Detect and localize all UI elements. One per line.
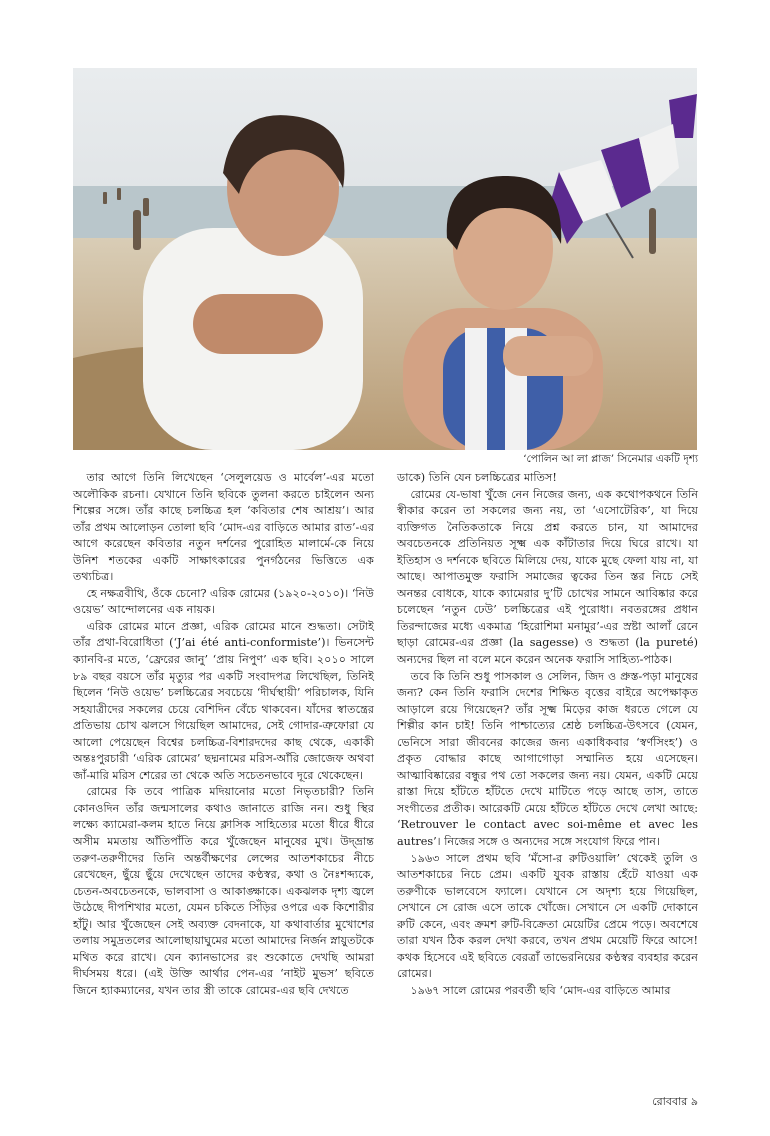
paragraph: রোমের যে-ভাষা খুঁজে নেন নিজের জন্য, এক কথোপকথনে তিনি স্বীকার করেন তা সকলের জন্য নয়, তা ‘এসোটেরিক’, যা দিয়ে ব্যক্তিগত নৈতিকতাকে নিয়ে প্রশ্ন করতে চান, যা আমাদের অবচেতনকে প্রতিনিয়ত সূক্ষ্ম এক কাঁটাতার দিয়ে ঘিরে রাখে। যা ইতিহাস ও দর্শনকে ছবিতে মিলিয়ে দেয়, যাকে মুছে ফেলা যায় না, যা আছে। আপাতমুক্ত ফরাসি সমাজের ত্বকের তিন স্তর নিচে সেই অনন্তর বোধকে, যাকে ক্যামেরার দু’টি চোখের সামনে আবিষ্কার করে চলেছেন ‘নতুন ঢেউ’ চলচ্চিত্রের এই পুরোধা। নবতরঙ্গের প্রধান তিরন্দাজের মধ্যে একমাত্র ‘হিরোশিমা মনামুর’-এর স্রষ্টা আলাঁ রেনে ছাড়া রোমের-এর প্রজ্ঞা (la sagesse) ও শুদ্ধতা (la pureté) অন্যদের ছিল না বলে মনে করেন অনেক ফরাসি সাহিত্য-পাঠক।: [397, 487, 698, 667]
paragraph: এরিক রোমের মানে প্রজ্ঞা, এরিক রোমের মানে শুদ্ধতা। সেটাই তাঁর প্রথা-বিরোধিতা (‘J’ai été anti-conformiste’)। ভিনসেন্ট ক্যানবি-র মতে, ‘ফ্রেরের জানু’ ‘প্রায় নিপুণ’ এক ছবি। ২০১০ সালে ৮৯ বছর বয়সে তাঁর মৃত্যুর পর একটি সংবাদপত্র লিখেছিল, তিনিই ছিলেন ‘নিউ ওয়েভ’ চলচ্চিত্রের সবচেয়ে ‘দীর্ঘস্থায়ী’ পরিচালক, যিনি সহযাত্রীদের সকলের চেয়ে বেশিদিন বেঁচে থাকবেন। যাঁদের স্বাতন্ত্রের প্রতিভায় চোখ ঝলসে গিয়েছিল আমাদের, সেই গোদার-ত্রুফোরা যে আলো পেয়েছেন বিশ্বের চলচ্চিত্র-বিশারদদের কাছ থেকে, একাকী অন্তঃপুরচারী ‘এরিক রোমের’ ছদ্মনামের মরিস-আঁরি জোজেফ অথবা জাঁ-মারি মরিস শেরের তা থেকে অতি সচেতনভাবে দূরে থেকেছেন।: [73, 619, 374, 782]
paragraph: তবে কি তিনি শুধু পাসকাল ও সেলিন, জিদ ও প্রুস্ত-পড়া মানুষের জন্য? কেন তিনি ফরাসি দেশের শিক্ষিত বৃত্তের বাইরে অপেক্ষাকৃত আড়ালে রয়ে গিয়েছেন? তাঁর সূক্ষ্ম মিড়ের কাজ ধরতে গেলে যে শিল্পীর কান চাই! তিনি পাশ্চাত্যের শ্রেষ্ঠ চলচ্চিত্র-উৎসবে (যেমন, ভেনিসে সারা জীবনের কাজের জন্য একাধিকবার ‘স্বর্ণসিংহ’) ও প্রকৃত বোদ্ধার কাছে আগাগোড়া সম্মানিত হয়ে এসেছেন। আত্মাবিষ্কারের বন্ধুর পথ তো সকলের জন্য নয়। যেমন, একটি মেয়ে রাস্তা দিয়ে হাঁটতে হাঁটতে দেখে মাটিতে পড়ে আছে তাস, তাতে সংগীতের প্রতীক। আরেকটি মেয়ে হাঁটতে হাঁটতে দেখে লেখা আছে: ‘Retrouver le contact avec soi-même et avec les autres’। নিজের সঙ্গে ও অন্যদের সঙ্গে সংযোগ ফিরে পান।: [397, 669, 698, 849]
paragraph: ১৯৬৩ সালে প্রথম ছবি ‘মঁসো-র রুটিওয়ালি’ থেকেই তুলি ও আতশকাচের নিচে প্রেম। একটি যুবক রাস্তায় হেঁটে যাওয়া এক তরুণীকে ভালবেসে ফ্যালে। যেখানে সে অদৃশ্য হয়ে গিয়েছিল, সেখানে সে রোজ এসে তাকে খোঁজে। সেখানে সে একটি দোকানে রুটি কেনে, এবং ক্রমশ রুটি-বিক্রেতা মেয়েটির প্রেমে পড়ে। অবশেষে তারা যখন ঠিক করল দেখা করবে, তখন প্রথম মেয়েটি ফিরে আসে! কথক হিসেবে এই ছবিতে বেরত্রাঁ তাভেরনিয়ের কণ্ঠস্বর ব্যবহার করেন রোমের।: [397, 851, 698, 981]
paragraph: রোমের কি তবে পাত্রিক মদিয়ানোর মতো নিভৃতচারী? তিনি কোনওদিন তাঁর জন্মসালের কথাও জানাতে রাজি নন। শুধু স্থির লক্ষ্যে ক্যামেরা-কলম হাতে নিয়ে ক্লাসিক সাহিত্যের মতো ধীরে ধীরে অসীম মমতায় আঁতিপাঁতি করে খুঁজেছেন মানুষের মুখ। উদ্‌ভ্রান্ত তরুণ-তরুণীদের তিনি অন্তর্বীক্ষণের লেন্সের আতশকাচের নীচে রেখেছেন, ছুঁয়ে ছুঁয়ে দেখেছেন তাদের কণ্ঠস্বর, কথা ও নৈঃশব্দ্যকে, চেতন-অবচেতনকে, ভালবাসা ও আকাঙ্ক্ষাকে। একঝলক দৃশ্য জ্বলে উঠেছে দীপশিখার মতো, যেমন চকিতে সিঁড়ির ওপরে এক কিশোরীর হাঁটু। আর খুঁজেছেন সেই অব্যক্ত বেদনাকে, যা কথাবার্তার মুখোশের তলায় সমুদ্রতলের আলোছায়াঘুমের মতো আমাদের নির্জন স্নায়ুতটকে মথিত করে রাখে। যেন ক্যানভাসের রং শুকোতে দেখছি আমরা দীর্ঘসময় ধরে। (এই উক্তি আর্থার পেন-এর ‘নাইট মুভস’ ছবিতে জিনে হ্যাকম্যানের, যখন তার স্ত্রী তাকে রোমের-এর ছবি দেখতে: [73, 785, 374, 997]
paragraph: তার আগে তিনি লিখেছেন ‘সেলুলয়েড ও মার্বেল’-এর মতো অলৌকিক রচনা। যেখানে তিনি ছবিকে তুলনা করতে চাইলেন অন্য শিল্পের সঙ্গে। তাঁর কাছে চলচ্চিত্র হল ‘কবিতার শেষ আশ্রয়’। আর তাঁর প্রথম আলোড়ন তোলা ছবি ‘মোদ-এর বাড়িতে আমার রাত’-এর আগে করেছেন কবিতার নতুন দর্শনের পুরোহিত মালার্মে-কে নিয়ে উনিশ শতকের একটি সাক্ষাৎকারের পুনর্গঠনের ভিত্তিতে এক তথ্যচিত্র।: [73, 471, 374, 584]
article-right-column: [397, 470, 698, 1000]
paragraph: ১৯৬৭ সালে রোমের পরবর্তী ছবি ‘মোদ-এর বাড়িতে আমার: [410, 983, 671, 997]
paragraph: হে নক্ষত্রবীথি, ওঁকে চেনো? এরিক রোমের (১৯২০-২০১০)। ‘নিউ ওয়েভ’ আন্দোলনের এক নায়ক।: [73, 586, 374, 617]
photo-caption: ‘পোলিন আ লা প্লাজ’ সিনেমার একটি দৃশ্য: [523, 453, 698, 465]
film-still-illustration: [73, 68, 697, 450]
article-left-column: [73, 470, 374, 1000]
page-footer-label: রোববার ৯: [652, 1095, 698, 1108]
beach-film-still: [73, 68, 697, 450]
paragraph: ডাকে) তিনি যেন চলচ্চিত্রের মাতিস!: [397, 471, 557, 484]
